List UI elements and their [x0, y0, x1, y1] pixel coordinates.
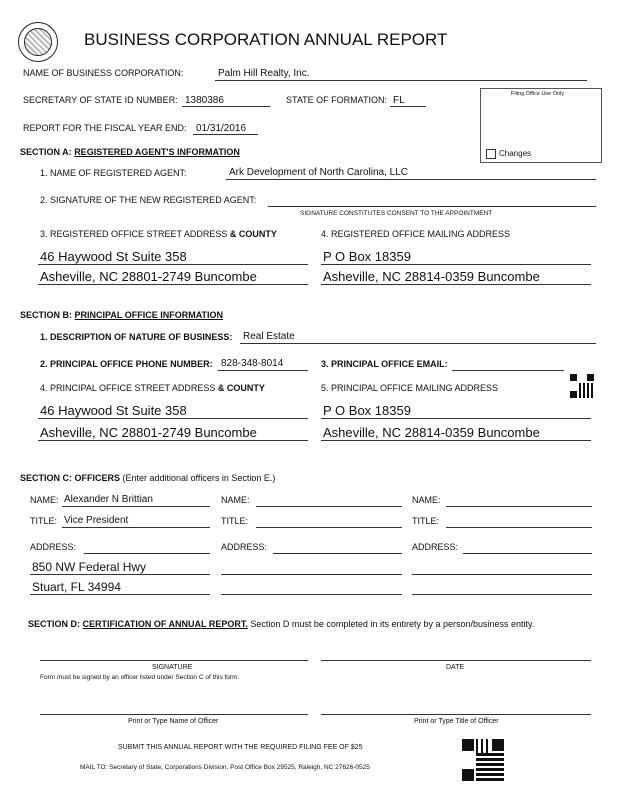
qr-code-large-icon: [462, 739, 504, 781]
section-c-heading: [20, 473, 275, 483]
qr-code-icon: [570, 374, 594, 398]
form-title: BUSINESS CORPORATION ANNUAL REPORT: [84, 30, 448, 49]
registered-agent-label: 1. NAME OF REGISTERED AGENT:: [40, 168, 187, 178]
officer1-title-label: TITLE:: [30, 516, 58, 526]
formation-state-underline: [390, 106, 426, 107]
officer2-address-underline2[interactable]: [221, 594, 402, 595]
section-a-prefix: SECTION A:: [20, 147, 72, 157]
section-b-title: PRINCIPAL OFFICE INFORMATION: [74, 310, 224, 320]
registered-mailing-line2[interactable]: Asheville, NC 28814-0359 Buncombe: [323, 269, 540, 284]
officer-title-line[interactable]: [321, 714, 591, 715]
section-d-heading: [28, 619, 534, 629]
fiscal-year-label: REPORT FOR THE FISCAL YEAR END:: [23, 123, 187, 133]
officer1-name-field[interactable]: Alexander N Brittian: [64, 494, 153, 505]
principal-street-line1[interactable]: 46 Haywood St Suite 358: [40, 403, 187, 418]
registered-street-underline2: [38, 284, 308, 285]
nature-of-business-label: 1. DESCRIPTION OF NATURE OF BUSINESS:: [40, 332, 233, 342]
section-d-prefix: SECTION D:: [28, 619, 81, 629]
filing-office-box: [480, 88, 602, 163]
officer2-address-underline[interactable]: [273, 553, 402, 554]
principal-mailing-label: 5. PRINCIPAL OFFICE MAILING ADDRESS: [321, 383, 499, 393]
registered-mailing-underline1: [321, 264, 591, 265]
registered-street-label-text: 3. REGISTERED OFFICE STREET ADDRESS: [40, 229, 228, 239]
formation-state-field[interactable]: FL: [393, 95, 405, 106]
officer-title-print-label: Print or Type Title of Officer: [414, 718, 499, 725]
signature-label: SIGNATURE: [152, 664, 193, 671]
officer2-name-underline[interactable]: [256, 506, 402, 507]
section-c-note: (Enter additional officers in Section E.): [120, 473, 276, 483]
officer3-address-underline2[interactable]: [412, 594, 592, 595]
principal-mailing-line1[interactable]: P O Box 18359: [323, 403, 411, 418]
fiscal-year-underline: [193, 134, 258, 135]
principal-street-line2[interactable]: Asheville, NC 28801-2749 Buncombe: [40, 425, 257, 440]
registered-mailing-label: 4. REGISTERED OFFICE MAILING ADDRESS: [321, 229, 511, 239]
sos-id-underline: [182, 106, 270, 107]
principal-phone-underline: [218, 370, 308, 371]
section-d-title: CERTIFICATION OF ANNUAL REPORT.: [82, 619, 248, 629]
filing-office-label: Filing Office Use Only: [511, 91, 565, 97]
officer1-address-line1[interactable]: 850 NW Federal Hwy: [32, 560, 147, 574]
mailing-address-note: MAIL TO: Secretary of State, Corporations Division, Post Office Box 29525, Raleigh, NC 27626-0525: [80, 764, 370, 771]
section-b-prefix: SECTION B:: [20, 310, 73, 320]
registered-street-county-text: & COUNTY: [227, 229, 277, 239]
officer3-address-underline[interactable]: [463, 553, 592, 554]
officer3-title-label: TITLE:: [412, 516, 440, 526]
principal-phone-field[interactable]: 828-348-8014: [221, 358, 284, 369]
officer2-title-label: TITLE:: [221, 516, 249, 526]
changes-label: Changes: [499, 149, 532, 158]
officer3-name-underline[interactable]: [446, 506, 592, 507]
changes-checkbox[interactable]: [486, 149, 496, 159]
principal-email-label: 3. PRINCIPAL OFFICE EMAIL:: [321, 359, 448, 369]
section-a-title: REGISTERED AGENT'S INFORMATION: [74, 147, 240, 157]
corp-name-field[interactable]: Palm Hill Realty, Inc.: [218, 68, 310, 79]
officer1-address-line2[interactable]: Stuart, FL 34994: [32, 580, 121, 594]
officer3-address-underline1[interactable]: [412, 574, 592, 575]
principal-street-label-text: 4. PRINCIPAL OFFICE STREET ADDRESS: [40, 383, 216, 393]
corp-name-label: NAME OF BUSINESS CORPORATION:: [23, 68, 184, 78]
officer1-address-underline1: [30, 574, 210, 575]
registered-mailing-line1[interactable]: P O Box 18359: [323, 249, 411, 264]
officer3-name-label: NAME:: [412, 495, 441, 505]
principal-email-underline[interactable]: [452, 370, 564, 371]
fiscal-year-field[interactable]: 01/31/2016: [196, 123, 247, 134]
sos-id-field[interactable]: 1380386: [185, 95, 224, 106]
principal-phone-label: 2. PRINCIPAL OFFICE PHONE NUMBER:: [40, 359, 213, 369]
officer1-address-underline2: [30, 594, 210, 595]
officer1-title-field[interactable]: Vice President: [64, 515, 129, 526]
officer1-address-underline: [84, 553, 210, 554]
agent-signature-label: 2. SIGNATURE OF THE NEW REGISTERED AGENT:: [40, 195, 257, 205]
officer-name-print-label: Print or Type Name of Officer: [128, 718, 219, 725]
nature-of-business-field[interactable]: Real Estate: [243, 331, 295, 342]
officer1-title-underline: [62, 527, 210, 528]
filing-fee-note: SUBMIT THIS ANNUAL REPORT WITH THE REQUIRED FILING FEE OF $25: [118, 744, 363, 751]
officer3-title-underline[interactable]: [446, 527, 592, 528]
principal-street-county-text: & COUNTY: [215, 383, 265, 393]
officer1-name-label: NAME:: [30, 495, 59, 505]
principal-street-underline1: [38, 418, 308, 419]
signature-line[interactable]: [40, 660, 308, 661]
officer1-address-label: ADDRESS:: [30, 542, 77, 552]
principal-mailing-underline2: [321, 440, 591, 441]
principal-mailing-line2[interactable]: Asheville, NC 28814-0359 Buncombe: [323, 425, 540, 440]
corp-name-underline: [215, 80, 587, 81]
officer2-name-label: NAME:: [221, 495, 250, 505]
agent-signature-note: SIGNATURE CONSTITUTES CONSENT TO THE APPOINTMENT: [300, 210, 493, 217]
officer2-address-underline1[interactable]: [221, 574, 402, 575]
section-b-heading: [20, 310, 223, 320]
section-c-prefix: SECTION C: OFFICERS: [20, 473, 121, 483]
registered-mailing-underline2: [321, 284, 591, 285]
registered-agent-underline: [226, 179, 596, 180]
sos-id-label: SECRETARY OF STATE ID NUMBER:: [23, 95, 178, 105]
officer3-address-label: ADDRESS:: [412, 542, 459, 552]
registered-street-line1[interactable]: 46 Haywood St Suite 358: [40, 249, 187, 264]
principal-mailing-underline1: [321, 418, 591, 419]
registered-street-line2[interactable]: Asheville, NC 28801-2749 Buncombe: [40, 269, 257, 284]
registered-agent-field[interactable]: Ark Development of North Carolina, LLC: [229, 167, 408, 178]
officer-name-line[interactable]: [40, 714, 308, 715]
state-seal-logo: [18, 22, 58, 62]
officer1-name-underline: [62, 506, 210, 507]
date-line[interactable]: [321, 660, 591, 661]
agent-signature-line[interactable]: [268, 206, 596, 207]
nature-of-business-underline: [240, 343, 596, 344]
principal-street-label: [40, 383, 265, 393]
principal-street-underline2: [38, 440, 308, 441]
registered-street-label: [40, 229, 277, 239]
date-label: DATE: [446, 664, 465, 671]
signature-note: Form must be signed by an officer listed under Section C of this form.: [40, 674, 240, 681]
section-d-note: Section D must be completed in its entirety by a person/business entity.: [247, 619, 535, 629]
section-a-heading: [20, 147, 240, 157]
formation-state-label: STATE OF FORMATION:: [286, 95, 387, 105]
registered-street-underline1: [38, 264, 308, 265]
officer2-address-label: ADDRESS:: [221, 542, 268, 552]
officer2-title-underline[interactable]: [256, 527, 402, 528]
